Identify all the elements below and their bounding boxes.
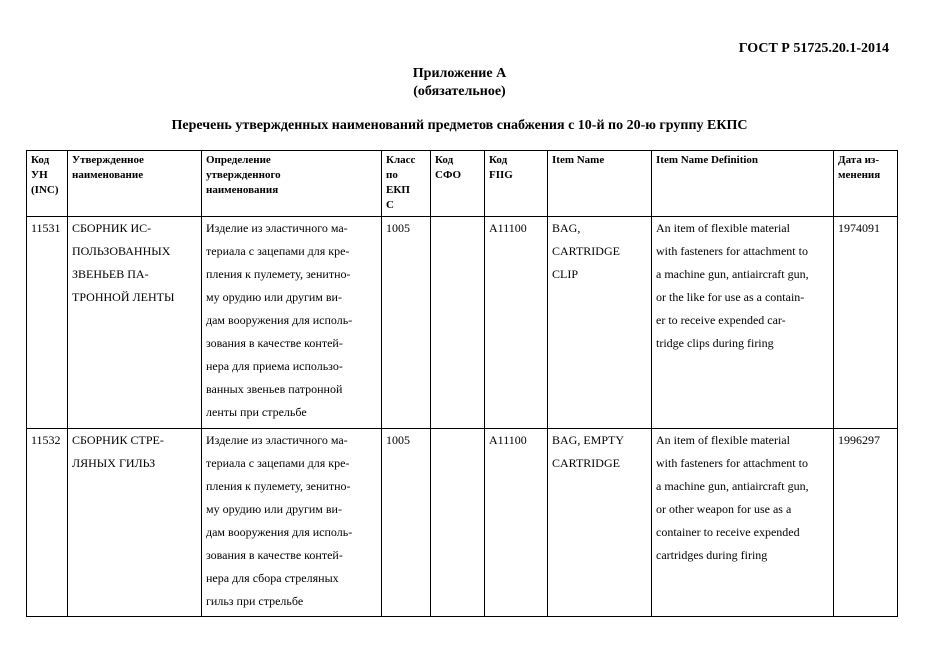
cell-line: дам вооружения для исполь- — [206, 313, 353, 327]
header-line: наименования — [206, 184, 279, 196]
cell-definition — [202, 429, 382, 617]
cell-line: An item of flexible material — [656, 221, 790, 235]
header-line: Дата из- — [838, 154, 879, 166]
cell-line: with fasteners for attachment to — [656, 244, 808, 258]
cell-line: Изделие из эластичного ма- — [206, 221, 348, 235]
cell-item-name — [548, 429, 652, 617]
cell-line: ЛЯНЫХ ГИЛЬЗ — [72, 456, 156, 470]
header-line: FIIG — [489, 169, 513, 181]
header-line: Item Name — [552, 154, 605, 166]
cell-line: or the like for use as a contain- — [656, 290, 805, 304]
header-line: СФО — [435, 169, 462, 181]
names-table — [26, 150, 898, 617]
cell-line: нера для приема использо- — [206, 359, 343, 373]
cell-fiig: A11100 — [485, 429, 548, 617]
header-line: УН — [31, 169, 48, 181]
cell-line: пления к пулемету, зенитно- — [206, 267, 351, 281]
cell-line: пления к пулемету, зенитно- — [206, 479, 351, 493]
cell-line: ванных звеньев патронной — [206, 382, 343, 396]
cell-inc: 11531 — [27, 217, 68, 429]
cell-line: a machine gun, antiaircraft gun, — [656, 267, 809, 281]
header-line: Утвержденное — [72, 154, 144, 166]
col-header-sfo — [431, 151, 485, 217]
col-header-item-def — [652, 151, 834, 217]
cell-line: му орудию или другим ви- — [206, 502, 342, 516]
header-line: Item Name Definition — [656, 154, 759, 166]
cell-line: ленты при стрельбе — [206, 405, 307, 419]
cell-item-def — [652, 429, 834, 617]
document-code: ГОСТ Р 51725.20.1-2014 — [738, 41, 889, 56]
appendix-type: (обязательное) — [413, 84, 506, 99]
cell-line: ПОЛЬЗОВАННЫХ — [72, 244, 171, 258]
cell-definition — [202, 217, 382, 429]
cell-line: териала с зацепами для кре- — [206, 456, 350, 470]
cell-line: er to receive expended car- — [656, 313, 786, 327]
cell-line: with fasteners for attachment to — [656, 456, 808, 470]
cell-inc: 11532 — [27, 429, 68, 617]
cell-line: нера для сбора стреляных — [206, 571, 339, 585]
header-line: С — [386, 199, 394, 211]
cell-sfo — [431, 217, 485, 429]
cell-line: tridge clips during firing — [656, 336, 774, 350]
cell-line: CARTRIDGE — [552, 244, 620, 258]
header-line: Код — [489, 154, 508, 166]
cell-line: териала с зацепами для кре- — [206, 244, 350, 258]
appendix-heading — [0, 65, 919, 101]
cell-line: ТРОННОЙ ЛЕНТЫ — [72, 290, 175, 304]
cell-line: зования в качестве контей- — [206, 548, 343, 562]
table-row — [27, 429, 898, 617]
cell-fiig: A11100 — [485, 217, 548, 429]
header-line: (INC) — [31, 184, 59, 196]
cell-line: Изделие из эластичного ма- — [206, 433, 348, 447]
col-header-name — [68, 151, 202, 217]
cell-class: 1005 — [382, 217, 431, 429]
cell-name — [68, 217, 202, 429]
cell-line: СБОРНИК СТРЕ- — [72, 433, 164, 447]
col-header-item-name — [548, 151, 652, 217]
cell-class: 1005 — [382, 429, 431, 617]
cell-date: 1974091 — [834, 217, 898, 429]
cell-line: BAG, — [552, 221, 581, 235]
cell-item-name — [548, 217, 652, 429]
cell-date: 1996297 — [834, 429, 898, 617]
cell-item-def — [652, 217, 834, 429]
header-line: Код — [31, 154, 50, 166]
cell-sfo — [431, 429, 485, 617]
header-line: менения — [838, 169, 881, 181]
list-title: Перечень утвержденных наименований предметов снабжения с 10-й по 20-ю группу ЕКПС — [171, 118, 748, 133]
header-line: Код — [435, 154, 454, 166]
cell-name — [68, 429, 202, 617]
header-line: утвержденного — [206, 169, 281, 181]
col-header-class — [382, 151, 431, 217]
cell-line: CARTRIDGE — [552, 456, 620, 470]
cell-line: зования в качестве контей- — [206, 336, 343, 350]
appendix-title: Приложение А — [412, 66, 507, 81]
cell-line: cartridges during firing — [656, 548, 768, 562]
col-header-definition — [202, 151, 382, 217]
cell-line: му орудию или другим ви- — [206, 290, 342, 304]
cell-line: container to receive expended — [656, 525, 800, 539]
cell-line: An item of flexible material — [656, 433, 790, 447]
cell-line: CLIP — [552, 267, 579, 281]
table-row — [27, 217, 898, 429]
header-line: по — [386, 169, 398, 181]
cell-line: дам вооружения для исполь- — [206, 525, 353, 539]
header-line: Определение — [206, 154, 271, 166]
cell-line: a machine gun, antiaircraft gun, — [656, 479, 809, 493]
col-header-date — [834, 151, 898, 217]
col-header-inc — [27, 151, 68, 217]
header-row — [27, 151, 898, 217]
cell-line: ЗВЕНЬЕВ ПА- — [72, 267, 149, 281]
header-line: наименование — [72, 169, 144, 181]
cell-line: or other weapon for use as a — [656, 502, 792, 516]
header-line: Класс — [386, 154, 416, 166]
col-header-fiig — [485, 151, 548, 217]
cell-line: гильз при стрельбе — [206, 594, 304, 608]
cell-line: СБОРНИК ИС- — [72, 221, 152, 235]
cell-line: BAG, EMPTY — [552, 433, 625, 447]
header-line: ЕКП — [386, 184, 410, 196]
